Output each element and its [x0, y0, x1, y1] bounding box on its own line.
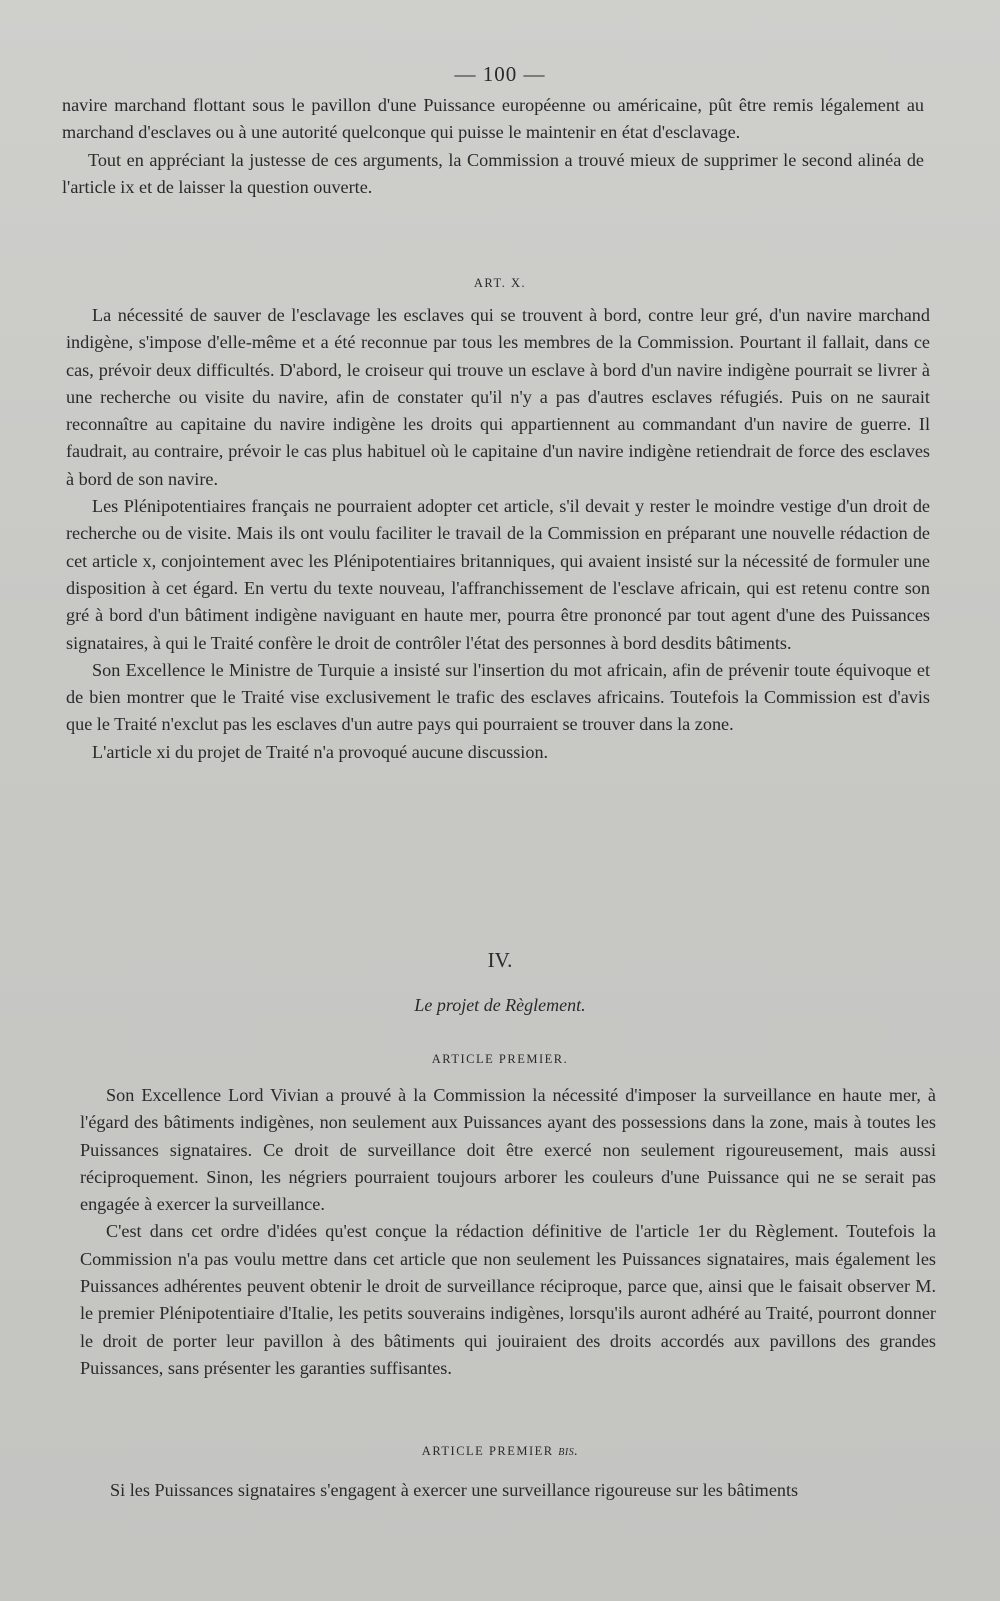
page-number: — 100 — — [454, 62, 546, 86]
paragraph: L'article xi du projet de Traité n'a provoqué aucune discussion. — [92, 741, 549, 762]
article-premier-heading: ARTICLE PREMIER. — [431, 1052, 569, 1066]
text-block-article-x — [66, 302, 930, 766]
paragraph: Tout en appréciant la justesse de ces arguments, la Commission a trouvé mieux de supprimer le second alinéa de l'article ix et de laisser la question ouverte. — [62, 149, 924, 197]
text-block-article-premier-bis — [84, 1477, 936, 1504]
text-block-article-premier — [80, 1082, 936, 1382]
section-title: Le projet de Règlement. — [414, 995, 586, 1015]
paragraph: Son Excellence le Ministre de Turquie a insisté sur l'insertion du mot africain, afin de prévenir toute équivoque et de bien montrer que le Traité vise exclusivement le trafic des esclaves africains. Toutefois la Commission est d'avis que le Traité n'exclut pas les esclaves d'un autre pays qui pourraient se trouver dans la zone. — [66, 659, 930, 735]
text-block-intro — [62, 92, 924, 201]
paragraph: Si les Puissances signataires s'engagent à exercer une surveillance rigoureuse sur les bâtiments — [110, 1480, 799, 1500]
article-premier-bis-suffix: bis. — [558, 1444, 579, 1459]
article-premier-bis-label: ARTICLE PREMIER — [421, 1444, 554, 1458]
paragraph: C'est dans cet ordre d'idées qu'est conçue la rédaction définitive de l'article 1er du Règlement. Toutefois la Commission n'a pas voulu mettre dans cet article que non seulement les Puissances signataires, mais également les Puissances adhérentes peuvent obtenir le droit de surveillance réciproque, parce que, ainsi que le faisait observer M. le premier Plénipotentiaire d'Italie, les petits souverains indigènes, lorsqu'ils auront adhéré au Traité, pourront donner le droit de porter leur pavillon à des bâtiments qui jouiraient des droits accordés aux pavillons des grandes Puissances, sans présenter les garanties suffisantes. — [80, 1221, 936, 1378]
paragraph: navire marchand flottant sous le pavillon d'une Puissance européenne ou américaine, pût être remis légalement au marchand d'esclaves ou à une autorité quelconque qui puisse le maintenir en état d'esclavage. — [62, 95, 924, 143]
paragraph: Son Excellence Lord Vivian a prouvé à la Commission la nécessité d'imposer la surveillance en haute mer, à l'égard des bâtiments indigènes, non seulement aux Puissances ayant des possessions dans la zone, mais à toutes les Puissances signataires. Ce droit de surveillance doit être exercé non seulement rigoureusement, mais aussi réciproquement. Sinon, les négriers pourraient toujours arborer les couleurs d'une Puissance qui ne se serait pas engagée à exercer la surveillance. — [80, 1085, 936, 1215]
section-number: IV. — [487, 948, 513, 972]
paragraph: Les Plénipotentiaires français ne pourraient adopter cet article, s'il devait y rester le moindre vestige d'un droit de recherche ou de visite. Mais ils ont voulu faciliter le travail de la Commission en préparant une nouvelle rédaction de cet article x, conjointement avec les Plénipotentiaires britanniques, qui avaient insisté sur la nécessité de formuler une disposition à cet égard. En vertu du texte nouveau, l'affranchissement de l'esclave africain, qui est retenu contre son gré à bord d'un bâtiment indigène naviguant en haute mer, pourra être prononcé par tout agent d'une des Puissances signataires, à qui le Traité confère le droit de contrôler l'état des personnes à bord desdits bâtiments. — [66, 496, 930, 653]
paragraph: La nécessité de sauver de l'esclavage les esclaves qui se trouvent à bord, contre leur gré, d'un navire marchand indigène, s'impose d'elle-même et a été reconnue par tous les membres de la Commission. Pourtant il fallait, dans ce cas, prévoir deux difficultés. D'abord, le croiseur qui trouve un esclave à bord d'un navire indigène pourrait se livrer à une recherche ou visite du navire, afin de constater qu'il n'y a pas d'autres esclaves réfugiés. Puis on ne saurait reconnaître au capitaine du navire indigène les droits qui appartiennent au commandant d'un navire de guerre. Il faudrait, au contraire, prévoir le cas plus habituel où le capitaine d'un navire indigène retiendrait de force des esclaves à bord de son navire. — [66, 305, 930, 489]
article-x-heading: ART. X. — [473, 276, 527, 290]
article-premier-bis-heading — [0, 1444, 1000, 1460]
